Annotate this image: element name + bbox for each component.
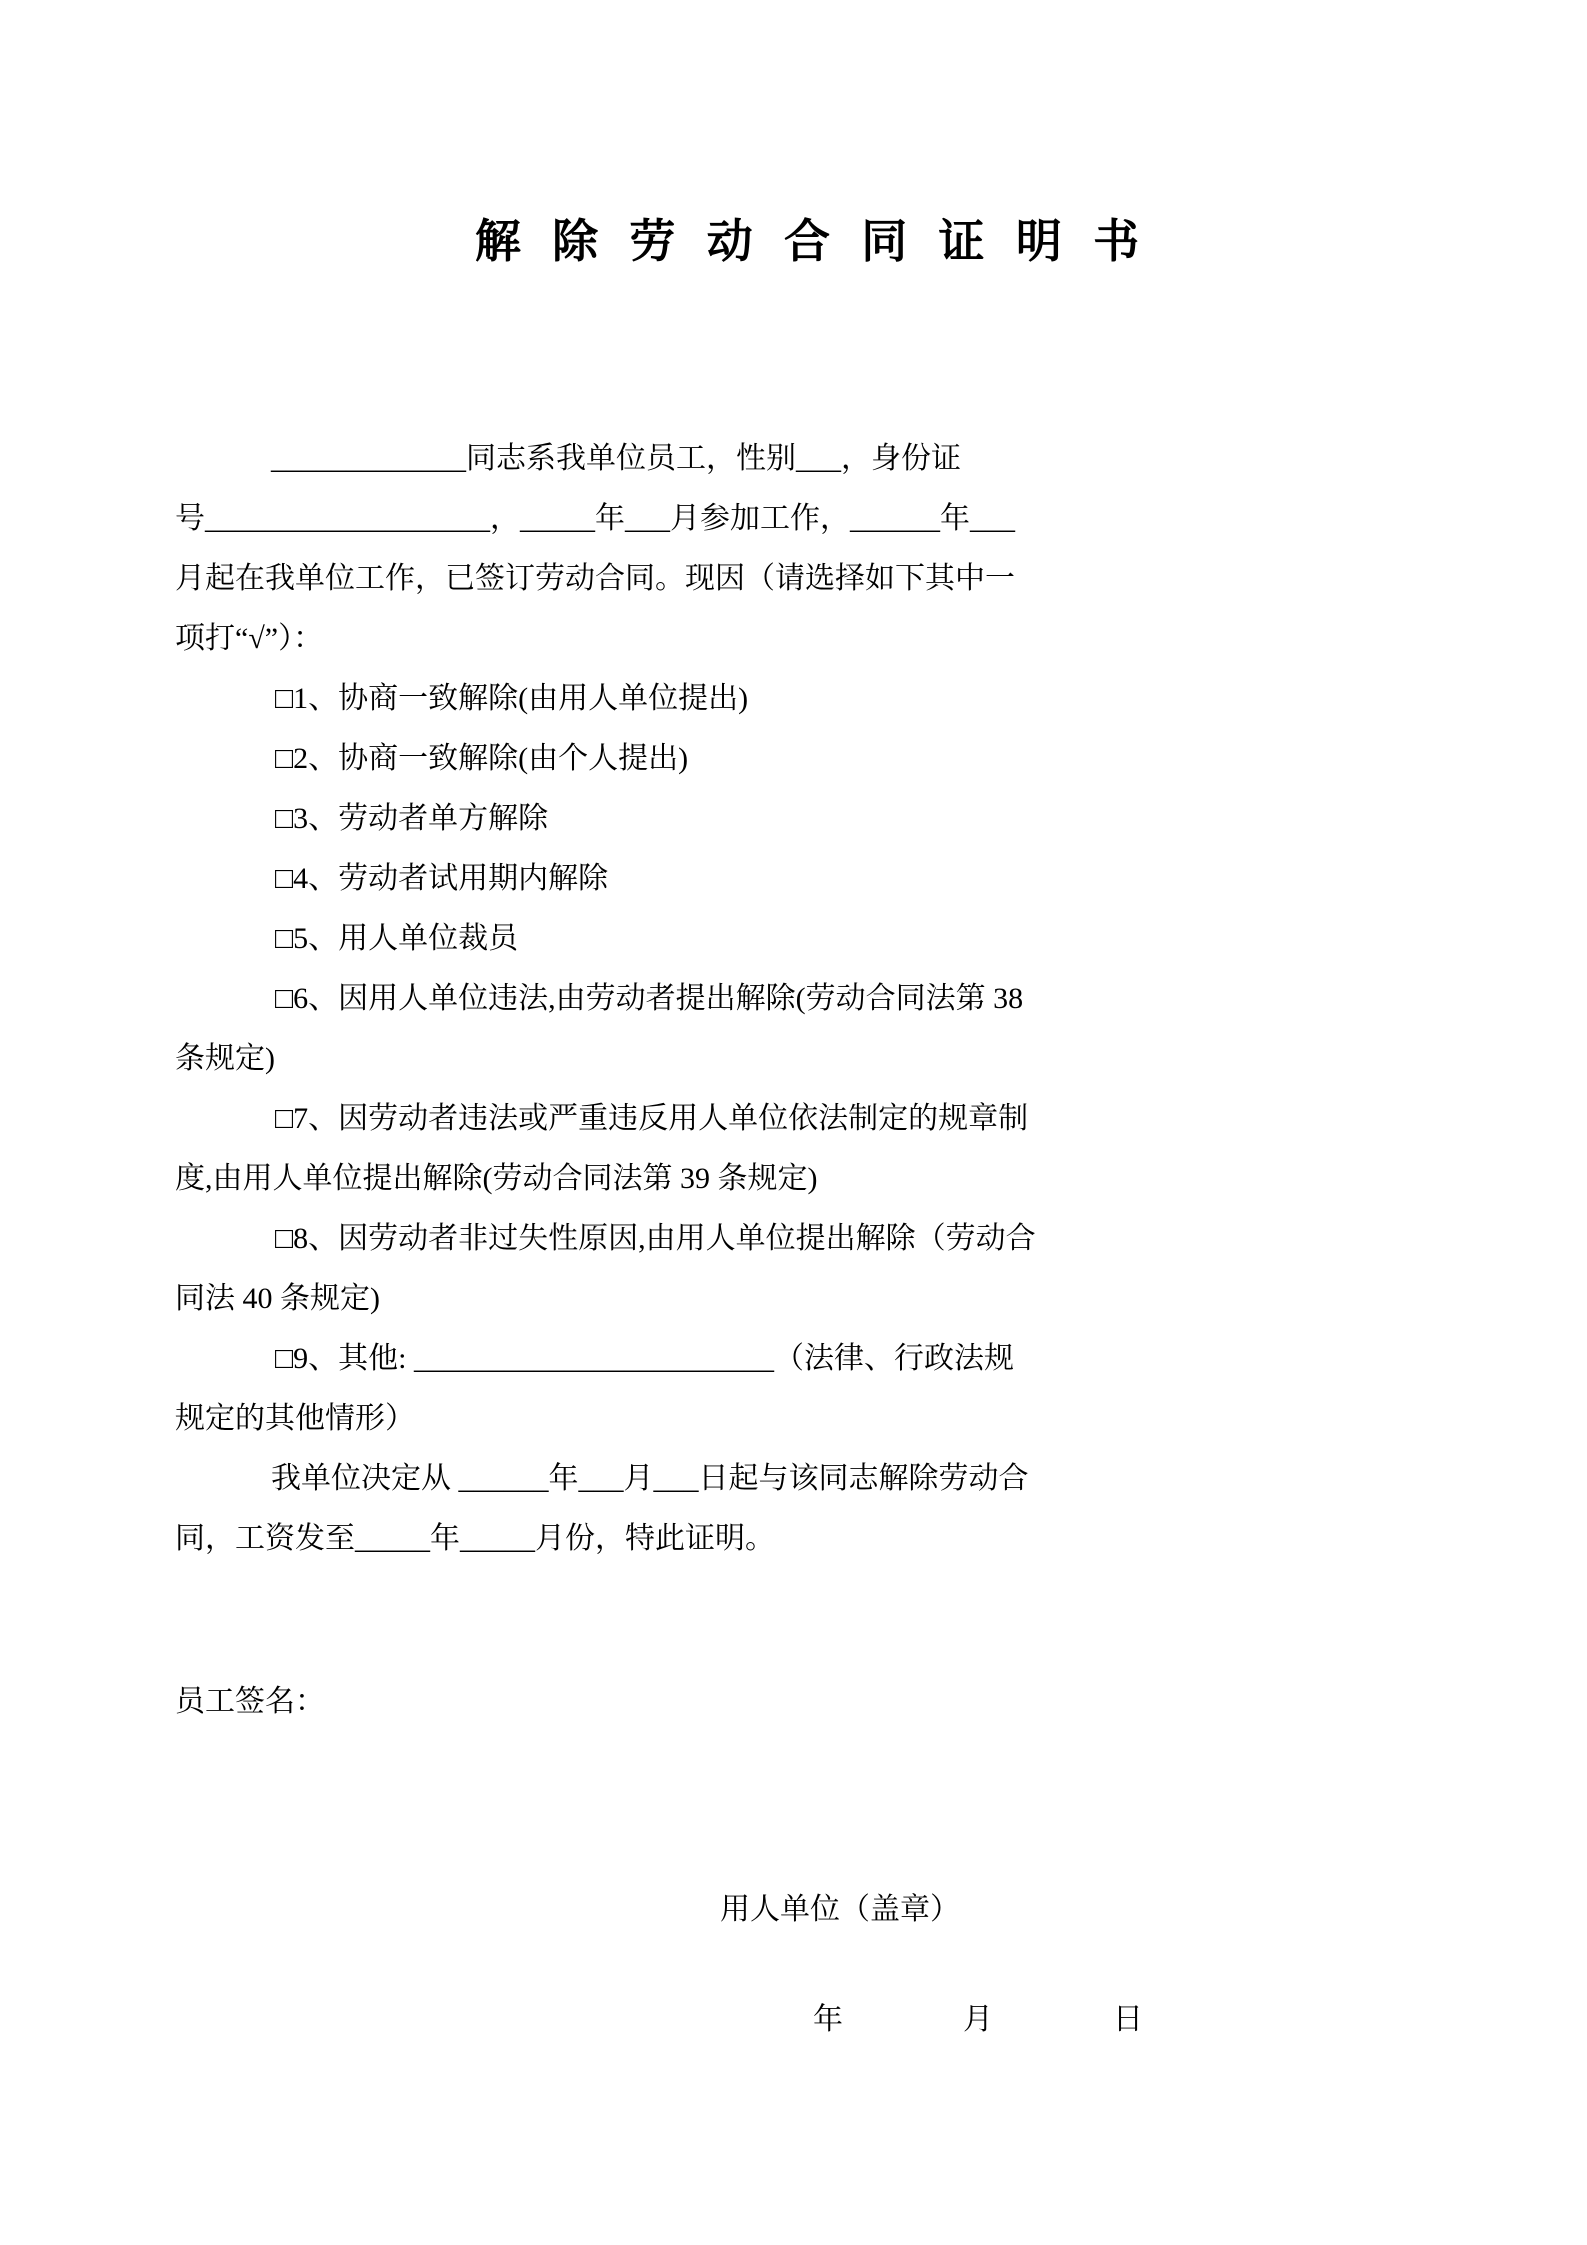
- option-6-line: [175, 969, 1439, 1029]
- date-line: 年 月 日: [813, 2003, 1143, 2036]
- body-line-18: 我单位决定从 ______年___月___日起与该同志解除劳动合: [271, 1462, 1029, 1495]
- body-line-2: 号___________________，_____年___月参加工作，______年___: [175, 502, 1015, 535]
- option-1-line: [175, 669, 1439, 729]
- option-3-checkbox[interactable]: □: [275, 802, 294, 835]
- document-title: 解除劳动合同证明书: [474, 216, 1171, 267]
- option-7-checkbox[interactable]: □: [275, 1102, 294, 1135]
- option-2-label: 2、协商一致解除(由个人提出): [293, 742, 689, 775]
- body-line-11: 条规定): [175, 1042, 275, 1075]
- option-5-checkbox[interactable]: □: [275, 922, 294, 955]
- body-line-19: 同，工资发至_____年_____月份，特此证明。: [175, 1522, 775, 1555]
- document-body: [175, 429, 1439, 1569]
- option-3-line: [175, 789, 1439, 849]
- body-line-3: 月起在我单位工作，已签订劳动合同。现因（请选择如下其中一: [175, 562, 1015, 595]
- employer-seal-label: 用人单位（盖章）: [720, 1893, 960, 1926]
- option-4-line: [175, 849, 1439, 909]
- body-line-4: 项打“√”）：: [175, 622, 324, 655]
- option-4-label: 4、劳动者试用期内解除: [293, 862, 609, 895]
- option-6-checkbox[interactable]: □: [275, 982, 294, 1015]
- option-3-label: 3、劳动者单方解除: [293, 802, 549, 835]
- option-9-label: 9、其他: ________________________（法律、行政法规: [293, 1342, 1014, 1375]
- option-1-label: 1、协商一致解除(由用人单位提出): [293, 682, 749, 715]
- option-1-checkbox[interactable]: □: [275, 682, 294, 715]
- body-line-13: 度,由用人单位提出解除(劳动合同法第 39 条规定): [175, 1162, 818, 1195]
- body-line-17: 规定的其他情形）: [175, 1402, 415, 1435]
- option-8-label: 8、因劳动者非过失性原因,由用人单位提出解除（劳动合: [293, 1222, 1036, 1255]
- option-7-label: 7、因劳动者违法或严重违反用人单位依法制定的规章制: [293, 1102, 1029, 1135]
- option-5-line: [175, 909, 1439, 969]
- option-9-checkbox[interactable]: □: [275, 1342, 294, 1375]
- option-6-label: 6、因用人单位违法,由劳动者提出解除(劳动合同法第 38: [293, 982, 1024, 1015]
- option-2-checkbox[interactable]: □: [275, 742, 294, 775]
- option-2-line: [175, 729, 1439, 789]
- option-8-checkbox[interactable]: □: [275, 1222, 294, 1255]
- option-4-checkbox[interactable]: □: [275, 862, 294, 895]
- option-9-line: [175, 1329, 1439, 1389]
- option-7-line: [175, 1089, 1439, 1149]
- body-line-15: 同法 40 条规定): [175, 1282, 380, 1315]
- employee-signature-label: 员工签名：: [175, 1685, 325, 1718]
- option-8-line: [175, 1209, 1439, 1269]
- option-5-label: 5、用人单位裁员: [293, 922, 519, 955]
- body-line-1: _____________同志系我单位员工，性别___，身份证: [271, 442, 961, 475]
